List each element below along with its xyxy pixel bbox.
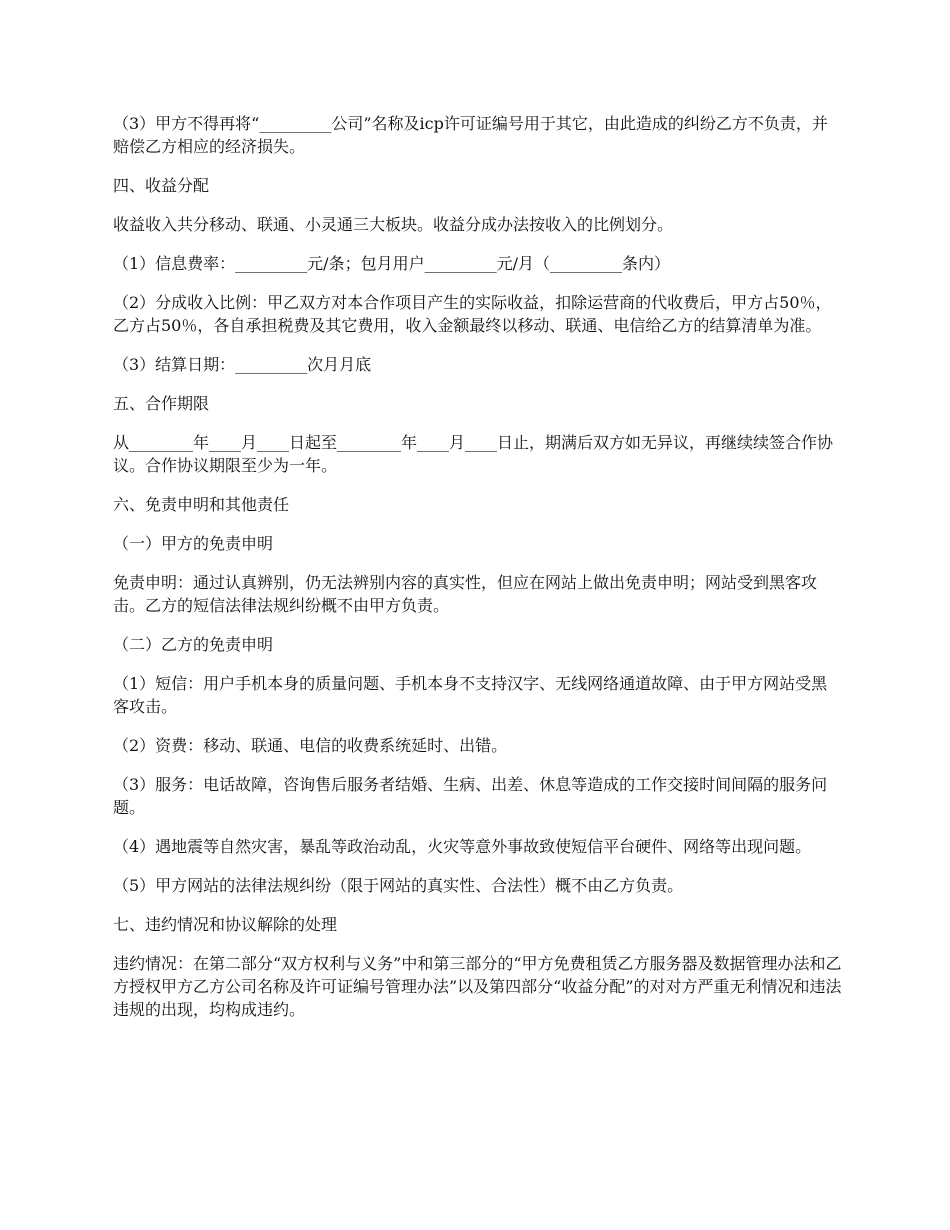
party-b-disclaimer-item-2: （2）资费：移动、联通、电信的收费系统延时、出错。 [113, 736, 508, 755]
party-b-disclaimer-item-3: （3）服务：电话故障，咨询售后服务者结婚、生病、出差、休息等造成的工作交接时间间隔的服务问题。 [113, 775, 828, 817]
party-b-disclaimer-item-4: （4）遇地震等自然灾害，暴乱等政治动乱，火灾等意外事故致使短信平台硬件、网络等出现问题。 [113, 837, 812, 856]
revenue-item-2: （2）分成收入比例：甲乙双方对本合作项目产生的实际收益，扣除运营商的代收费后，甲方占50％，乙方占50％，各自承担税费及其它费用，收入金额最终以移动、联通、电信给乙方的结算清单为准。 [113, 293, 832, 335]
document-page [113, 112, 843, 1037]
revenue-intro: 收益收入共分移动、联通、小灵通三大板块。收益分成办法按收入的比例划分。 [113, 215, 674, 234]
section-heading-term: 五、合作期限 [113, 394, 210, 413]
section-heading-breach: 七、违约情况和协议解除的处理 [113, 915, 338, 934]
section-heading-revenue: 四、收益分配 [113, 176, 210, 195]
subheading-party-b-disclaimer: （二）乙方的免责申明 [113, 635, 274, 654]
section-heading-disclaimer: 六、免责申明和其他责任 [113, 495, 290, 514]
party-b-disclaimer-item-1: （1）短信：用户手机本身的质量问题、手机本身不支持汉字、无线网络通道故障、由于甲方网站受黑客攻击。 [113, 674, 828, 716]
revenue-item-3: （3）结算日期：_________次月月底 [113, 355, 372, 374]
term-body: 从________年____月____日起至________年____月____日止，期满后双方如无异议，再继续续签合作协议。合作协议期限至少为一年。 [113, 433, 834, 475]
party-a-disclaimer-body: 免责申明：通过认真辨别，仍无法辨别内容的真实性，但应在网站上做出免责申明；网站受到黑客攻击。乙方的短信法律法规纠纷概不由甲方负责。 [113, 573, 818, 615]
subheading-party-a-disclaimer: （一）甲方的免责申明 [113, 534, 274, 553]
clause-3-company-name: （3）甲方不得再将“_________公司”名称及icp许可证编号用于其它，由此造成的纠纷乙方不负责，并赔偿乙方相应的经济损失。 [113, 114, 828, 156]
party-b-disclaimer-item-5: （5）甲方网站的法律法规纠纷（限于网站的真实性、合法性）概不由乙方负责。 [113, 876, 684, 895]
breach-body: 违约情况：在第二部分“双方权利与义务”中和第三部分的“甲方免费租赁乙方服务器及数据管理办法和乙方授权甲方乙方公司名称及许可证编号管理办法”以及第四部分“收益分配”的对对方严重无利情况和违法违规的出现，均构成违约。 [113, 954, 842, 1019]
revenue-item-1: （1）信息费率：_________元/条；包月用户_________元/月（_________条内） [113, 254, 670, 273]
